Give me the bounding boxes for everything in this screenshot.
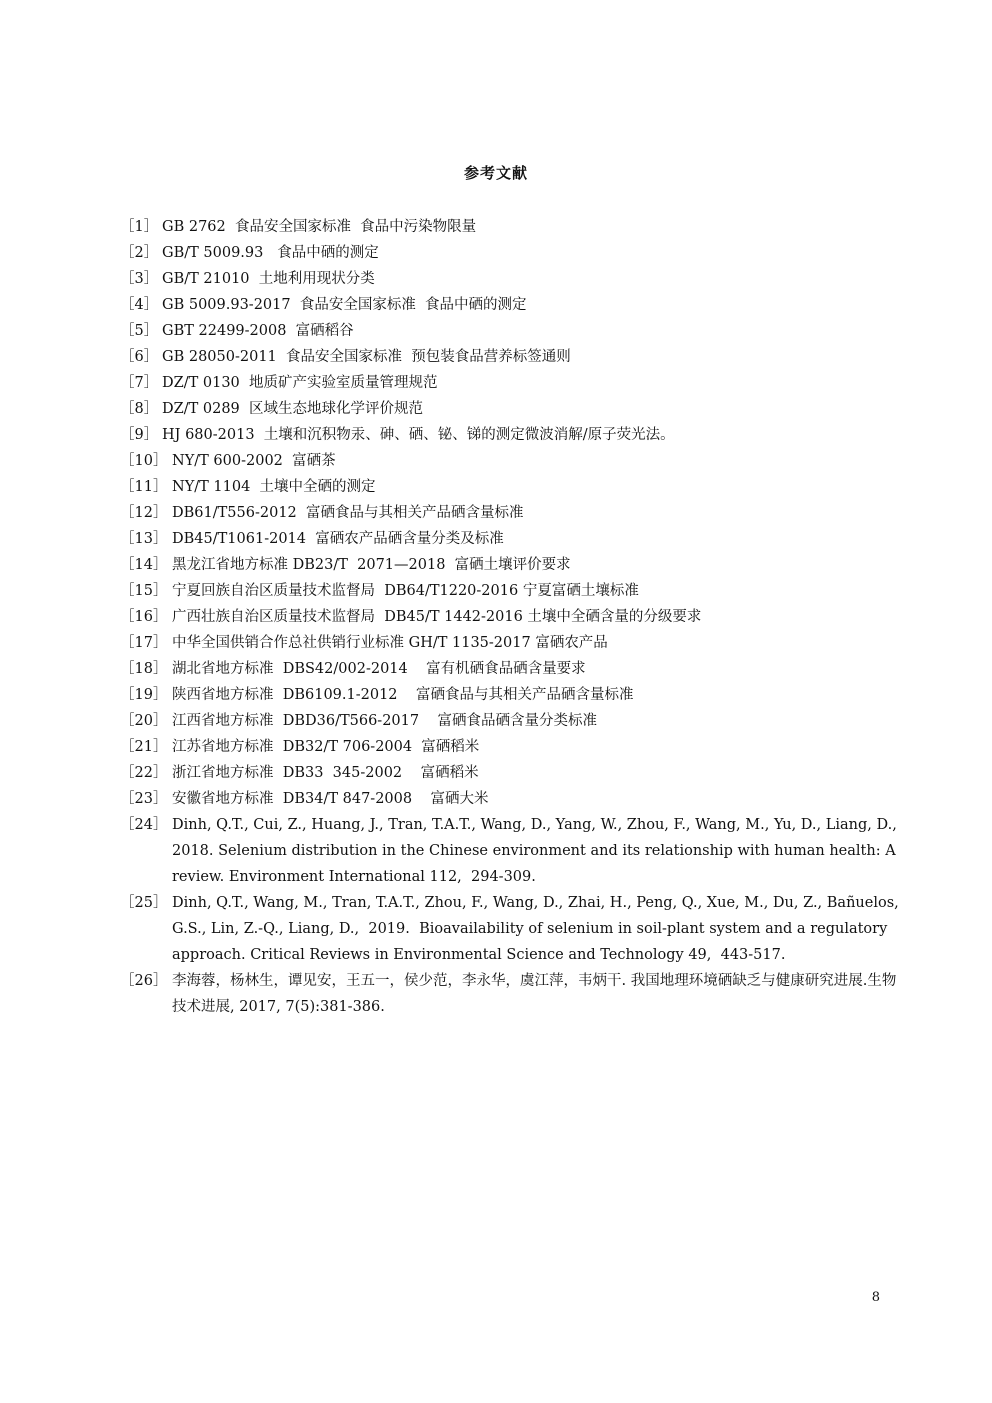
reference-item [120, 370, 910, 396]
reference-item [120, 812, 910, 890]
reference-text: GB 5009.93-2017 食品安全国家标准 食品中硒的测定 [162, 297, 527, 313]
reference-item [120, 526, 910, 552]
reference-number: ［19］ [120, 687, 168, 703]
reference-number: ［20］ [120, 713, 168, 729]
reference-item [120, 266, 910, 292]
reference-text: 湖北省地方标准 DBS42/002-2014 富有机硒食品硒含量要求 [172, 661, 586, 677]
reference-item [120, 630, 910, 656]
reference-number: ［14］ [120, 557, 168, 573]
reference-number: ［21］ [120, 739, 168, 755]
reference-text: Dinh, Q.T., Cui, Z., Huang, J., Tran, T.A.T., Wang, D., Yang, W., Zhou, F., Wang, M., Yu, D., Liang, D., 2018. Selenium distribution in the Chinese environment and its relationship with human health: A review. Environment International 112, 294-309. [172, 817, 902, 885]
reference-item [120, 552, 910, 578]
reference-number: ［17］ [120, 635, 168, 651]
reference-text: 江西省地方标准 DBD36/T566-2017 富硒食品硒含量分类标准 [172, 713, 598, 729]
reference-number: ［6］ [120, 349, 159, 365]
reference-text: NY/T 1104 土壤中全硒的测定 [172, 479, 376, 495]
reference-text: DB45/T1061-2014 富硒农产品硒含量分类及标准 [172, 531, 504, 547]
reference-item [120, 214, 910, 240]
reference-text: GB 2762 食品安全国家标准 食品中污染物限量 [162, 219, 477, 235]
reference-text: GBT 22499-2008 富硒稻谷 [162, 323, 354, 339]
reference-text: DZ/T 0289 区域生态地球化学评价规范 [162, 401, 423, 417]
reference-number: ［5］ [120, 323, 159, 339]
reference-number: ［3］ [120, 271, 159, 287]
reference-number: ［9］ [120, 427, 159, 443]
reference-text: 陕西省地方标准 DB6109.1-2012 富硒食品与其相关产品硒含量标准 [172, 687, 634, 703]
reference-item [120, 318, 910, 344]
reference-item [120, 448, 910, 474]
reference-number: ［26］ [120, 973, 168, 989]
reference-number: ［4］ [120, 297, 159, 313]
reference-number: ［11］ [120, 479, 168, 495]
reference-number: ［7］ [120, 375, 159, 391]
reference-number: ［8］ [120, 401, 159, 417]
reference-text: 中华全国供销合作总社供销行业标准 GH/T 1135-2017 富硒农产品 [172, 635, 608, 651]
reference-item [120, 344, 910, 370]
reference-text: 广西壮族自治区质量技术监督局 DB45/T 1442-2016 土壤中全硒含量的分级要求 [172, 609, 702, 625]
reference-item [120, 292, 910, 318]
reference-text: 李海蓉，杨林生，谭见安，王五一，侯少范，李永华，虞江萍，韦炳干. 我国地理环境硒缺乏与健康研究进展.生物技术进展, 2017, 7(5):381-386. [172, 973, 897, 1015]
reference-item [120, 682, 910, 708]
reference-item [120, 968, 910, 1020]
reference-number: ［12］ [120, 505, 168, 521]
reference-text: Dinh, Q.T., Wang, M., Tran, T.A.T., Zhou, F., Wang, D., Zhai, H., Peng, Q., Xue, M., Du, Z., Bañuelos, G.S., Lin, Z.-Q., Liang, D., 2019. Bioavailability of selenium in soil-plant system and a regulatory approach. Critical Reviews in Environmental Science and Technology 49, 443-517. [172, 895, 904, 963]
reference-text: 安徽省地方标准 DB34/T 847-2008 富硒大米 [172, 791, 489, 807]
reference-text: GB 28050-2011 食品安全国家标准 预包装食品营养标签通则 [162, 349, 571, 365]
reference-text: GB/T 5009.93 食品中硒的测定 [162, 245, 379, 261]
reference-item [120, 474, 910, 500]
reference-text: 黑龙江省地方标准 DB23/T 2071—2018 富硒土壤评价要求 [172, 557, 571, 573]
reference-number: ［22］ [120, 765, 168, 781]
reference-number: ［18］ [120, 661, 168, 677]
reference-text: 浙江省地方标准 DB33 345-2002 富硒稻米 [172, 765, 479, 781]
reference-item [120, 734, 910, 760]
reference-item [120, 240, 910, 266]
reference-item [120, 578, 910, 604]
reference-item [120, 604, 910, 630]
reference-item [120, 890, 910, 968]
reference-number: ［25］ [120, 895, 168, 911]
reference-text: HJ 680-2013 土壤和沉积物汞、砷、硒、铋、锑的测定微波消解/原子荧光法。 [162, 427, 675, 443]
reference-number: ［16］ [120, 609, 168, 625]
reference-number: ［13］ [120, 531, 168, 547]
page-number: 8 [871, 1290, 880, 1305]
reference-text: 宁夏回族自治区质量技术监督局 DB64/T1220-2016 宁夏富硒土壤标准 [172, 583, 639, 599]
reference-list [120, 214, 910, 1020]
reference-item [120, 786, 910, 812]
reference-item [120, 760, 910, 786]
reference-item [120, 708, 910, 734]
reference-number: ［23］ [120, 791, 168, 807]
reference-text: 江苏省地方标准 DB32/T 706-2004 富硒稻米 [172, 739, 480, 755]
reference-item [120, 396, 910, 422]
reference-text: DB61/T556-2012 富硒食品与其相关产品硒含量标准 [172, 505, 524, 521]
reference-number: ［2］ [120, 245, 159, 261]
reference-text: GB/T 21010 土地利用现状分类 [162, 271, 375, 287]
reference-item [120, 422, 910, 448]
reference-number: ［1］ [120, 219, 159, 235]
page-title: 参考文献 [463, 164, 528, 182]
reference-text: NY/T 600-2002 富硒茶 [172, 453, 336, 469]
reference-number: ［15］ [120, 583, 168, 599]
reference-text: DZ/T 0130 地质矿产实验室质量管理规范 [162, 375, 438, 391]
reference-item [120, 656, 910, 682]
reference-item [120, 500, 910, 526]
reference-number: ［10］ [120, 453, 168, 469]
reference-number: ［24］ [120, 817, 168, 833]
